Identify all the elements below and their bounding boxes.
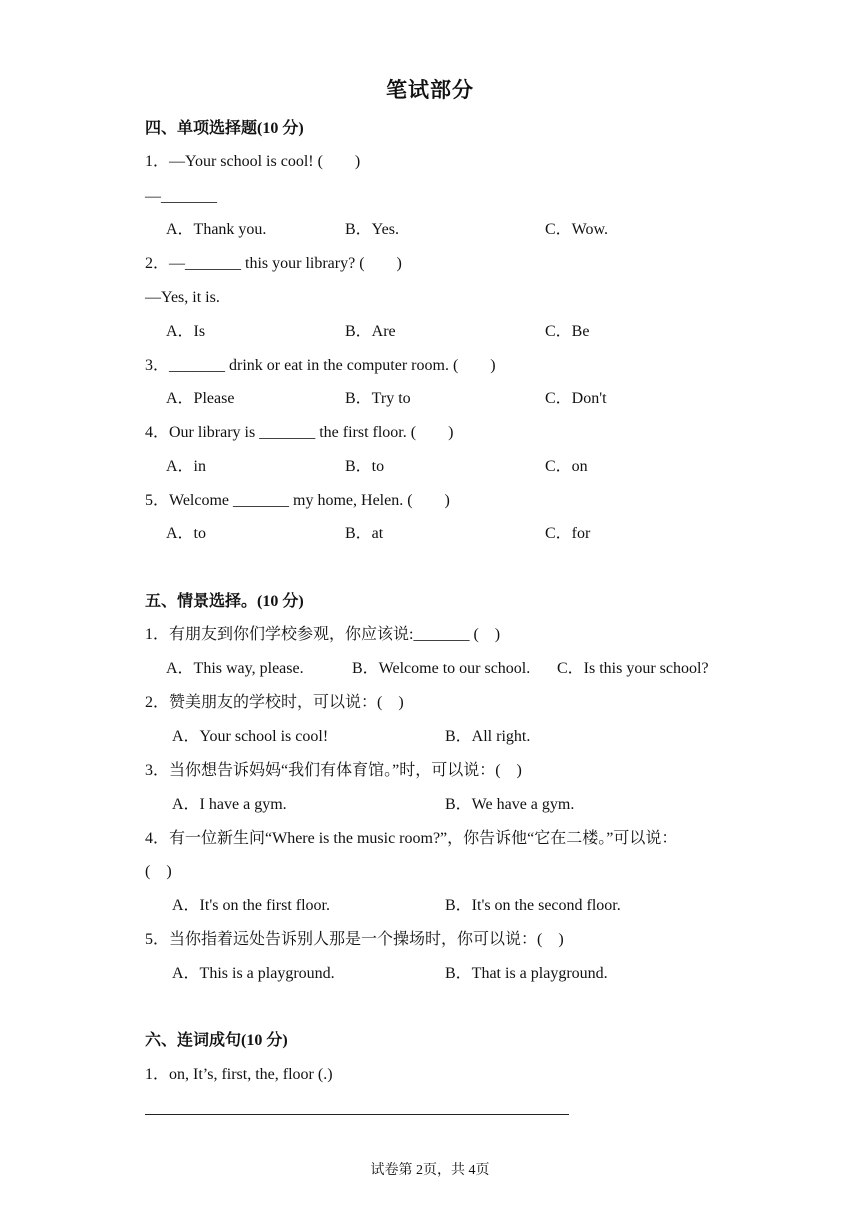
s4-q1-option-a: A．Thank you. — [166, 221, 267, 238]
section-5-heading: 五、情景选择。(10 分) — [145, 593, 304, 610]
s5-q2-stem: 2．赞美朋友的学校时，可以说：( ) — [145, 694, 404, 711]
s6-q1-stem: 1．on, It’s, first, the, floor (.) — [145, 1066, 333, 1083]
s4-q5-stem: 5．Welcome _______ my home, Helen. ( ) — [145, 492, 450, 509]
s5-q4-option-a: A．It's on the first floor. — [172, 897, 330, 914]
s4-q1-stem: 1．—Your school is cool! ( ) — [145, 153, 361, 170]
s4-q5-option-b: B．at — [345, 525, 384, 542]
section-6-heading: 六、连词成句(10 分) — [145, 1032, 288, 1049]
s4-q4-option-a: A．in — [166, 458, 207, 475]
s5-q3-option-a: A．I have a gym. — [172, 796, 287, 813]
s4-q3-option-b: B．Try to — [345, 390, 411, 407]
s5-q1-option-a: A．This way, please. — [166, 660, 304, 677]
s5-q4-option-b: B．It's on the second floor. — [445, 897, 621, 914]
s4-q3-stem: 3．_______ drink or eat in the computer room. ( ) — [145, 357, 496, 374]
s5-q5-option-a: A．This is a playground. — [172, 965, 335, 982]
s4-q3-option-a: A．Please — [166, 390, 235, 407]
page-footer: 试卷第 2页，共 4页 — [370, 1163, 490, 1178]
s4-q4-stem: 4．Our library is _______ the first floor. ( ) — [145, 424, 454, 441]
s4-q1-option-b: B．Yes. — [345, 221, 399, 238]
s4-q5-option-a: A．to — [166, 525, 207, 542]
s5-q3-stem: 3．当你想告诉妈妈“我们有体育馆。”时，可以说：( ) — [145, 762, 522, 779]
s5-q4-stem-continued: ( ) — [145, 863, 172, 880]
s5-q1-stem: 1．有朋友到你们学校参观，你应该说:_______ ( ) — [145, 626, 501, 643]
s5-q2-option-a: A．Your school is cool! — [172, 728, 329, 745]
section-4-heading: 四、单项选择题(10 分) — [145, 120, 304, 137]
s4-q5-option-c: C．for — [545, 525, 591, 542]
s5-q1-option-c: C．Is this your school? — [557, 660, 709, 677]
s4-q2-stem: 2．—_______ this your library? ( ) — [145, 255, 402, 272]
answer-line — [145, 1114, 569, 1115]
s5-q3-option-b: B．We have a gym. — [445, 796, 575, 813]
s5-q1-option-b: B．Welcome to our school. — [352, 660, 531, 677]
s5-q4-stem: 4．有一位新生问“Where is the music room?”，你告诉他“它在二楼。”可以说： — [145, 830, 678, 847]
s4-q2-reply: —Yes, it is. — [145, 289, 220, 306]
s4-q3-option-c: C．Don't — [545, 390, 607, 407]
s4-q2-option-c: C．Be — [545, 323, 590, 340]
s5-q5-stem: 5．当你指着远处告诉别人那是一个操场时，你可以说：( ) — [145, 931, 564, 948]
s4-q2-option-b: B．Are — [345, 323, 396, 340]
page-title: 笔试部分 — [386, 78, 474, 102]
s4-q4-option-c: C．on — [545, 458, 588, 475]
s4-q1-reply: —_______ — [145, 188, 217, 205]
s5-q5-option-b: B．That is a playground. — [445, 965, 608, 982]
s4-q4-option-b: B．to — [345, 458, 385, 475]
s4-q2-option-a: A．Is — [166, 323, 206, 340]
s5-q2-option-b: B．All right. — [445, 728, 531, 745]
s4-q1-option-c: C．Wow. — [545, 221, 609, 238]
